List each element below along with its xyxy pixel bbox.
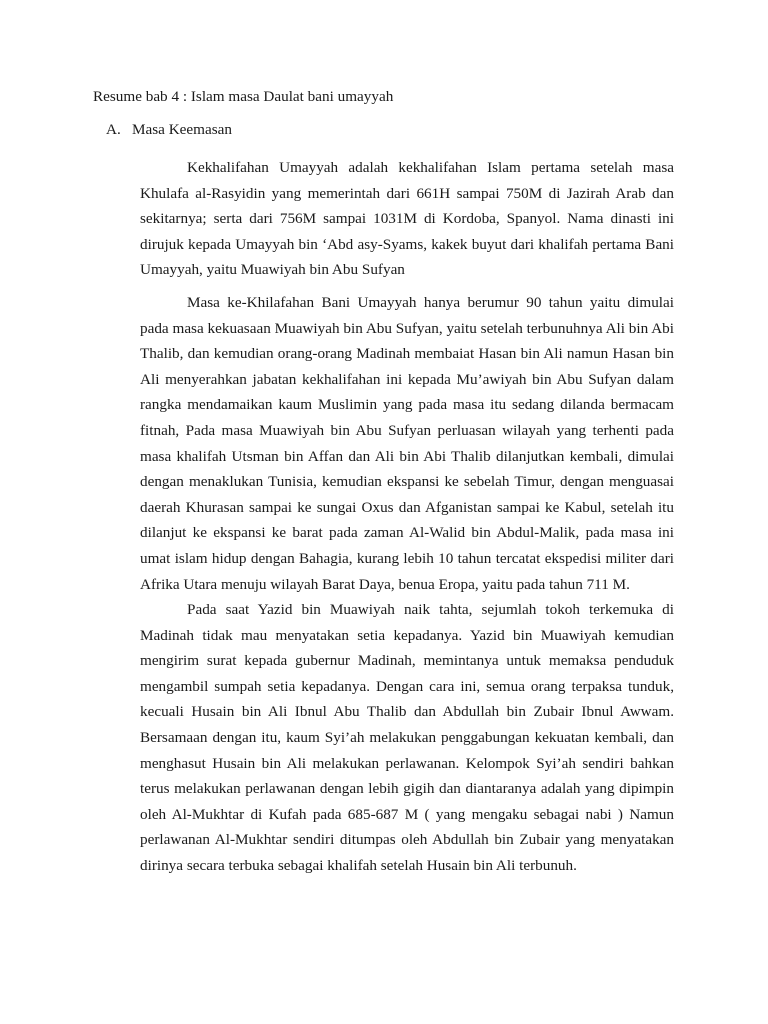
- paragraph-2: Masa ke-Khilafahan Bani Umayyah hanya berumur 90 tahun yaitu dimulai pada masa kekuasaan Muawiyah bin Abu Sufyan, yaitu setelah terbunuhnya Ali bin Abi Thalib, dan kemudian orang-orang Madinah membaiat Hasan bin Ali namun Hasan bin Ali menyerahkan jabatan kekhalifahan ini kepada Mu’awiyah bin Abu Sufyan dalam rangka mendamaikan kaum Muslimin yang pada masa itu sedang dilanda bermacam fitnah, Pada masa Muawiyah bin Abu Sufyan perluasan wilayah yang terhenti pada masa khalifah Utsman bin Affan dan Ali bin Abi Thalib dilanjutkan kembali, dimulai dengan menaklukan Tunisia, kemudian ekspansi ke sebelah Timur, dengan menguasai daerah Khurasan sampai ke sungai Oxus dan Afganistan sampai ke Kabul, setelah itu dilanjut ke ekspansi ke barat pada zaman Al-Walid bin Abdul-Malik, pada masa ini umat islam hidup dengan Bahagia, kurang lebih 10 tahun tercatat ekspedisi militer dari Afrika Utara menuju wilayah Barat Daya, benua Eropa, yaitu pada tahun 711 M.: [140, 293, 674, 593]
- document-title: Resume bab 4 : Islam masa Daulat bani umayyah: [93, 88, 394, 105]
- document-body: [140, 155, 674, 879]
- section-marker: A.: [106, 121, 121, 138]
- paragraph-3: Pada saat Yazid bin Muawiyah naik tahta, sejumlah tokoh terkemuka di Madinah tidak mau menyatakan setia kepadanya. Yazid bin Muawiyah kemudian mengirim surat kepada gubernur Madinah, memintanya untuk memaksa penduduk mengambil sumpah setia kepadanya. Dengan cara ini, semua orang terpaksa tunduk, kecuali Husain bin Ali Ibnul Abu Thalib dan Abdullah bin Zubair Ibnul Awwam. Bersamaan dengan itu, kaum Syi’ah melakukan penggabungan kekuatan kembali, dan menghasut Husain bin Ali melakukan perlawanan. Kelompok Syi’ah sendiri bahkan terus melakukan perlawanan dengan lebih gigih dan diantaranya adalah yang dipimpin oleh Al-Mukhtar di Kufah pada 685-687 M ( yang mengaku sebagai nabi ) Namun perlawanan Al-Mukhtar sendiri ditumpas oleh Abdullah bin Zubair yang menyatakan dirinya secara terbuka sebagai khalifah setelah Husain bin Ali terbunuh.: [140, 601, 674, 875]
- paragraph-1: Kekhalifahan Umayyah adalah kekhalifahan Islam pertama setelah masa Khulafa al-Rasyidin yang memerintah dari 661H sampai 750M di Jazirah Arab dan sekitarnya; serta dari 756M sampai 1031M di Kordoba, Spanyol. Nama dinasti ini dirujuk kepada Umayyah bin ‘Abd asy-Syams, kakek buyut dari khalifah pertama Bani Umayyah, yaitu Muawiyah bin Abu Sufyan: [140, 159, 674, 279]
- section-heading-text: Masa Keemasan: [132, 121, 232, 138]
- section-heading: [106, 120, 232, 140]
